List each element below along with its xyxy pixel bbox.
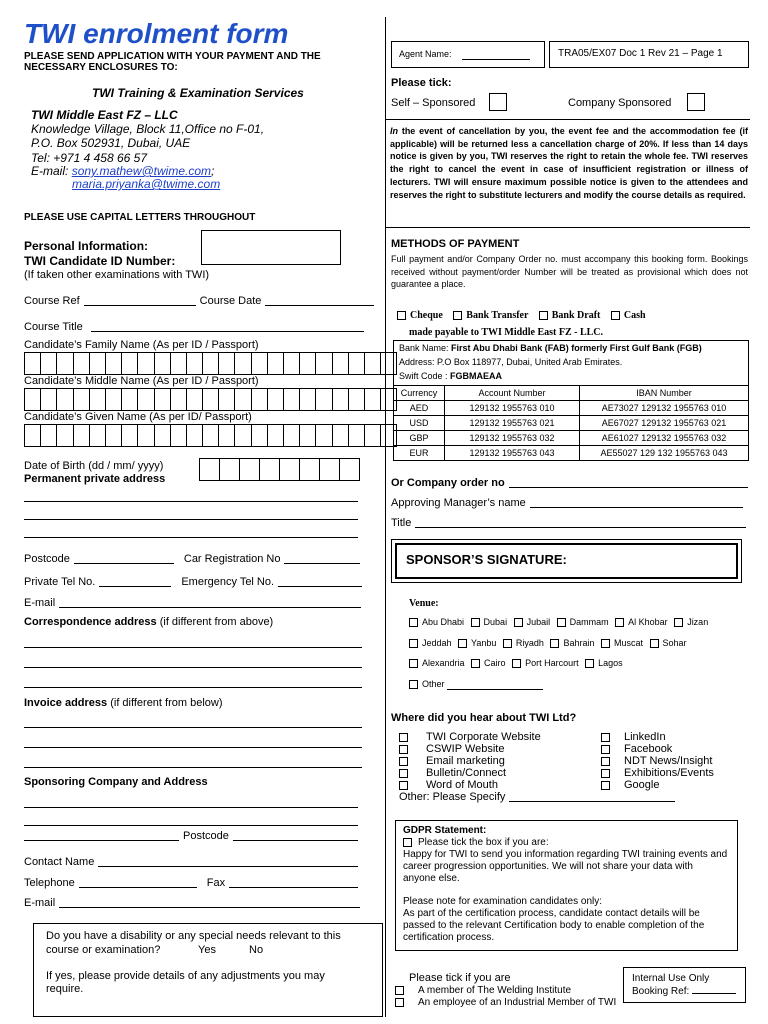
cancellation-text <box>390 125 748 201</box>
agent-name-field[interactable] <box>462 59 530 60</box>
hear-option <box>399 755 541 767</box>
payment-options <box>397 310 646 321</box>
course-title-field[interactable] <box>91 331 364 332</box>
currency-cell: EUR <box>394 446 445 461</box>
candidate-id-input[interactable] <box>201 230 341 265</box>
bank-header-cell: IBAN Number <box>580 386 749 401</box>
postcode-field[interactable] <box>74 563 174 564</box>
employee-label: An employee of an Industrial Member of TWI <box>418 997 617 1008</box>
email-separator: ; <box>211 164 215 178</box>
booking-ref-line <box>632 986 736 998</box>
venue-other-field[interactable] <box>447 689 543 690</box>
bank-draft-checkbox[interactable] <box>539 311 548 320</box>
venue-option: Muscat <box>614 638 644 648</box>
cancellation-in: In <box>390 126 398 136</box>
hear-option <box>399 767 541 779</box>
course-date-label: Course Date <box>199 295 262 307</box>
email-field[interactable] <box>59 607 361 608</box>
payable-to: made payable to TWI Middle East FZ - LLC. <box>409 327 603 338</box>
email-label: E-mail: <box>31 164 69 178</box>
company-name: TWI Middle East FZ – LLC <box>31 108 178 122</box>
correspondence-heading <box>24 616 273 629</box>
hear-option-label: LinkedIn <box>624 731 666 743</box>
venue-checkbox[interactable] <box>409 639 418 648</box>
venue-option: Dubai <box>483 617 508 627</box>
telephone: Tel: +971 4 458 66 57 <box>31 151 147 165</box>
cash-checkbox[interactable] <box>611 311 620 320</box>
hear-checkbox[interactable] <box>601 769 610 778</box>
disability-no[interactable]: No <box>249 944 264 956</box>
dob-grid[interactable] <box>199 458 359 481</box>
capitals-note: PLEASE USE CAPITAL LETTERS THROUGHOUT <box>24 212 256 223</box>
telephone-field[interactable] <box>79 887 197 888</box>
hear-option-label: Google <box>624 779 660 791</box>
hear-option <box>399 779 541 791</box>
email2-label: E-mail <box>24 897 56 909</box>
tel-row <box>24 576 362 589</box>
swift-label: Swift Code : <box>399 371 451 381</box>
venue-row-2 <box>409 638 687 649</box>
hear-other-row <box>399 791 675 804</box>
venue-checkbox[interactable] <box>514 618 523 627</box>
venue-option: Jubail <box>526 617 551 627</box>
company-sponsored-checkbox[interactable] <box>687 93 705 111</box>
course-ref-label: Course Ref <box>24 295 80 307</box>
sponsoring-address-field[interactable] <box>24 840 179 841</box>
venue-checkbox[interactable] <box>503 639 512 648</box>
venue-other-checkbox[interactable] <box>409 680 418 689</box>
hear-option <box>601 755 714 767</box>
email-link-2[interactable]: maria.priyanka@twime.com <box>72 177 221 191</box>
internal-use-box <box>623 967 746 1003</box>
sponsor-signature-box[interactable] <box>391 539 742 583</box>
permanent-address-line-1[interactable] <box>24 501 358 502</box>
hear-option <box>399 743 541 755</box>
venue-checkbox[interactable] <box>585 659 594 668</box>
venue-checkbox[interactable] <box>550 639 559 648</box>
title-field[interactable] <box>415 527 746 528</box>
middle-name-label: Candidate’s Middle Name (As per ID / Passport) <box>24 375 259 387</box>
gdpr-checkbox[interactable] <box>403 838 412 847</box>
venue-other-row <box>409 679 543 690</box>
correspondence-line-2[interactable] <box>24 667 362 668</box>
bank-table <box>393 385 749 461</box>
account-cell: 129132 1955763 032 <box>445 431 580 446</box>
venue-label: Venue: <box>409 598 439 609</box>
correspondence-label: Correspondence address <box>24 616 157 628</box>
invoice-heading <box>24 697 223 710</box>
candidate-id-note: (If taken other examinations with TWI) <box>24 269 210 281</box>
bank-address: Address: P.O Box 118977, Dubai, United Arab Emirates. <box>399 357 623 367</box>
email-contact <box>31 164 214 178</box>
iban-cell: AE67027 129132 1955763 021 <box>580 416 749 431</box>
cancellation-body: the event of cancellation by you, the event fee and the accommodation fee (if applicable) will be returned less a cancellation charge of 20%. If less than 14 days notice is given by you, TWI reserves the right to retain the whole fee. TWI reserves the right to cancel the event in case of insufficient registration or illness of lecturers. TWI will ensure maximum possible notice is given to the attendees and reserves the right to substitute lecturers and modify the course details as required. <box>390 126 748 200</box>
venue-option: Port Harcourt <box>525 658 579 668</box>
invoice-line-1[interactable] <box>24 727 362 728</box>
venue-option: Yanbu <box>471 638 497 648</box>
email-row <box>24 597 361 610</box>
member-line <box>395 985 571 997</box>
invoice-line-2[interactable] <box>24 747 362 748</box>
venue-option: Bahrain <box>563 638 595 648</box>
hear-right-list <box>601 731 714 791</box>
hear-other-field[interactable] <box>509 801 675 802</box>
disability-box <box>33 923 383 1017</box>
member-label: A member of The Welding Institute <box>418 985 572 996</box>
venue-checkbox[interactable] <box>471 618 480 627</box>
hear-option-label: Bulletin/Connect <box>426 767 507 779</box>
contact-name-row <box>24 856 358 869</box>
invoice-note: (if different from below) <box>107 697 223 709</box>
member-checkbox[interactable] <box>395 986 404 995</box>
private-tel-field[interactable] <box>99 586 171 587</box>
iban-cell: AE55027 129 132 1955763 043 <box>580 446 749 461</box>
hear-checkbox[interactable] <box>399 733 408 742</box>
hear-option <box>399 731 541 743</box>
private-tel-label: Private Tel No. <box>24 576 96 588</box>
address-line-1: Knowledge Village, Block 11,Office no F-01, <box>31 122 265 136</box>
hear-checkbox[interactable] <box>399 745 408 754</box>
gdpr-text: Happy for TWI to send you information regarding TWI training events and career progression opportunities. We will not share your data with anyone else. <box>403 849 728 884</box>
booking-ref-field[interactable] <box>692 993 736 994</box>
venue-checkbox[interactable] <box>674 618 683 627</box>
venue-other-label: Other <box>422 679 445 689</box>
venue-option: Cairo <box>484 658 506 668</box>
disability-question-1: Do you have a disability or any special needs relevant to this <box>46 930 341 942</box>
hear-left-list <box>399 731 541 791</box>
hear-checkbox[interactable] <box>399 781 408 790</box>
hear-option-label: NDT News/Insight <box>624 755 713 767</box>
hear-checkbox[interactable] <box>601 733 610 742</box>
bank-details-box <box>393 340 749 385</box>
fax-field[interactable] <box>229 887 358 888</box>
booking-ref-label: Booking Ref: <box>632 986 690 997</box>
org-name: TWI Training & Examination Services <box>92 86 304 100</box>
hear-option-label: TWI Corporate Website <box>426 731 541 743</box>
hear-option <box>601 779 714 791</box>
course-title-label: Course Title <box>24 321 83 333</box>
swift-code: FGBMAEAA <box>450 371 503 381</box>
disability-yes[interactable]: Yes <box>198 944 216 956</box>
gdpr-exam-note: Please note for examination candidates only: <box>403 896 603 907</box>
email-field-label: E-mail <box>24 597 56 609</box>
venue-checkbox[interactable] <box>601 639 610 648</box>
bank-table-row <box>394 431 749 446</box>
permanent-address-line-3[interactable] <box>24 537 358 538</box>
please-tick-label: Please tick: <box>391 77 452 89</box>
venue-option: Jizan <box>687 617 709 627</box>
sponsoring-line-1[interactable] <box>24 807 358 808</box>
form-title: TWI enrolment form <box>24 18 289 49</box>
iban-cell: AE61027 129132 1955763 032 <box>580 431 749 446</box>
telephone-fax-row <box>24 877 358 890</box>
hear-heading: Where did you hear about TWI Ltd? <box>391 712 577 724</box>
title-label: Title <box>391 517 412 529</box>
approving-manager-label: Approving Manager’s name <box>391 497 526 509</box>
sponsor-signature-label: SPONSOR’S SIGNATURE: <box>406 552 567 567</box>
invoice-label: Invoice address <box>24 697 108 709</box>
course-ref-row <box>24 295 374 308</box>
sponsoring-postcode-field[interactable] <box>233 840 358 841</box>
hear-option-label: Facebook <box>624 743 673 755</box>
course-date-field[interactable] <box>265 305 374 306</box>
employee-line <box>395 997 616 1009</box>
gdpr-heading: GDPR Statement: <box>403 825 487 836</box>
approving-manager-field[interactable] <box>530 507 743 508</box>
contact-name-label: Contact Name <box>24 856 95 868</box>
venue-checkbox[interactable] <box>512 659 521 668</box>
venue-row-1 <box>409 617 708 628</box>
permanent-address-label: Permanent private address <box>24 473 166 485</box>
send-note-2: NECESSARY ENCLOSURES TO: <box>24 62 178 73</box>
doc-ref-box <box>549 41 749 68</box>
self-sponsored-checkbox[interactable] <box>489 93 507 111</box>
company-order-field[interactable] <box>509 487 748 488</box>
venue-option: Abu Dhabi <box>422 617 465 627</box>
title-row <box>391 517 746 530</box>
emergency-tel-field[interactable] <box>278 586 362 587</box>
hear-checkbox[interactable] <box>601 781 610 790</box>
correspondence-line-1[interactable] <box>24 647 362 648</box>
bank-header-cell: Currency <box>394 386 445 401</box>
sponsoring-postcode-row <box>24 830 358 843</box>
bank-name-label: Bank Name: <box>399 343 452 353</box>
bank-table-header <box>394 386 749 401</box>
hear-other-label: Other: Please Specify <box>399 791 506 803</box>
account-cell: 129132 1955763 043 <box>445 446 580 461</box>
venue-option: Riyadh <box>515 638 544 648</box>
venue-checkbox[interactable] <box>557 618 566 627</box>
sponsoring-postcode-label: Postcode <box>183 830 229 842</box>
candidate-id-label: TWI Candidate ID Number: <box>24 254 176 268</box>
company-order-label: Or Company order no <box>391 477 505 489</box>
contact-name-field[interactable] <box>98 866 358 867</box>
hear-checkbox[interactable] <box>601 745 610 754</box>
hear-option <box>601 731 714 743</box>
disability-question-2: course or examination? <box>46 944 161 956</box>
bank-table-row <box>394 416 749 431</box>
currency-cell: GBP <box>394 431 445 446</box>
venue-option: Dammam <box>569 617 609 627</box>
family-name-label: Candidate’s Family Name (As per ID / Passport) <box>24 339 259 351</box>
cheque-label: Cheque <box>410 310 443 321</box>
agent-name-box[interactable] <box>391 41 545 68</box>
bank-transfer-label: Bank Transfer <box>466 310 529 321</box>
bank-name: First Abu Dhabi Bank (FAB) formerly First Gulf Bank (FGB) <box>451 343 702 353</box>
course-title-row <box>24 321 364 334</box>
hear-option-label: Exhibitions/Events <box>624 767 714 779</box>
fax-label: Fax <box>206 877 226 889</box>
bank-transfer-checkbox[interactable] <box>453 311 462 320</box>
telephone-label: Telephone <box>24 877 75 889</box>
account-cell: 129132 1955763 010 <box>445 401 580 416</box>
hear-option <box>601 767 714 779</box>
swift-line <box>399 371 502 382</box>
email-link-1[interactable]: sony.mathew@twime.com <box>71 164 212 178</box>
cash-label: Cash <box>623 310 646 321</box>
gdpr-exam-text: As part of the certification process, candidate contact details will be passed to the relevant Certification body to enable completion of the certification process. <box>403 908 705 943</box>
email2-row <box>24 897 360 910</box>
venue-option: Alexandria <box>422 658 465 668</box>
venue-checkbox[interactable] <box>409 659 418 668</box>
gdpr-box <box>395 820 738 951</box>
car-reg-field[interactable] <box>284 563 360 564</box>
venue-checkbox[interactable] <box>615 618 624 627</box>
bank-header-cell: Account Number <box>445 386 580 401</box>
iban-cell: AE73027 129132 1955763 010 <box>580 401 749 416</box>
venue-option: Al Khobar <box>628 617 668 627</box>
hear-checkbox[interactable] <box>601 757 610 766</box>
hear-option <box>601 743 714 755</box>
personal-info-heading: Personal Information: <box>24 239 149 253</box>
email2-field[interactable] <box>59 907 360 908</box>
methods-text: Full payment and/or Company Order no. must accompany this booking form. Bookings received without payment/order Number will be treated as provisional which does not guarantee a place. <box>391 254 748 289</box>
cancellation-box <box>386 119 750 228</box>
bank-name-line <box>399 343 702 354</box>
employee-checkbox[interactable] <box>395 998 404 1007</box>
cheque-checkbox[interactable] <box>397 311 406 320</box>
bank-table-row <box>394 446 749 461</box>
family-name-grid[interactable] <box>24 352 396 375</box>
invoice-line-3[interactable] <box>24 767 362 768</box>
methods-heading: METHODS OF PAYMENT <box>391 238 520 250</box>
gdpr-tick-line <box>403 837 549 849</box>
doc-ref: TRA05/EX07 Doc 1 Rev 21 – Page 1 <box>558 48 723 59</box>
given-name-label: Candidate’s Given Name (As per ID/ Passport) <box>24 411 252 423</box>
currency-cell: USD <box>394 416 445 431</box>
hear-checkbox[interactable] <box>399 769 408 778</box>
venue-checkbox[interactable] <box>458 639 467 648</box>
company-order-row <box>391 477 748 490</box>
hear-option-label: CSWIP Website <box>426 743 505 755</box>
car-reg-label: Car Registration No <box>183 553 281 565</box>
internal-use-label: Internal Use Only <box>632 973 710 984</box>
given-name-grid[interactable] <box>24 424 396 447</box>
venue-row-3 <box>409 658 623 669</box>
hear-option-label: Word of Mouth <box>426 779 498 791</box>
postcode-row <box>24 553 360 566</box>
venue-option: Lagos <box>598 658 623 668</box>
hear-checkbox[interactable] <box>399 757 408 766</box>
sponsoring-heading: Sponsoring Company and Address <box>24 776 208 788</box>
correspondence-note: (if different from above) <box>156 616 274 628</box>
venue-option: Sohar <box>662 638 687 648</box>
bank-draft-label: Bank Draft <box>551 310 601 321</box>
address-line-2: P.O. Box 502931, Dubai, UAE <box>31 136 191 150</box>
agent-name-label: Agent Name: <box>399 49 452 59</box>
venue-option: Jeddah <box>422 638 452 648</box>
disability-details: If yes, please provide details of any adjustments you may require. <box>46 970 325 995</box>
emergency-tel-label: Emergency Tel No. <box>181 576 275 588</box>
account-cell: 129132 1955763 021 <box>445 416 580 431</box>
approving-manager-row <box>391 497 743 510</box>
hear-option-label: Email marketing <box>426 755 505 767</box>
send-note-1: PLEASE SEND APPLICATION WITH YOUR PAYMENT AND THE <box>24 51 321 62</box>
tick-if-label: Please tick if you are <box>409 972 511 984</box>
postcode-label: Postcode <box>24 553 70 565</box>
currency-cell: AED <box>394 401 445 416</box>
sponsoring-line-2[interactable] <box>24 825 358 826</box>
venue-checkbox[interactable] <box>650 639 659 648</box>
company-sponsored-label: Company Sponsored <box>568 97 672 109</box>
gdpr-tick-label: Please tick the box if you are: <box>418 837 549 848</box>
dob-label: Date of Birth (dd / mm/ yyyy) <box>24 460 164 472</box>
bank-table-row <box>394 401 749 416</box>
venue-checkbox[interactable] <box>471 659 480 668</box>
course-ref-field[interactable] <box>84 305 196 306</box>
correspondence-line-3[interactable] <box>24 687 362 688</box>
self-sponsored-label: Self – Sponsored <box>391 97 476 109</box>
middle-name-grid[interactable] <box>24 388 396 411</box>
permanent-address-line-2[interactable] <box>24 519 358 520</box>
venue-checkbox[interactable] <box>409 618 418 627</box>
